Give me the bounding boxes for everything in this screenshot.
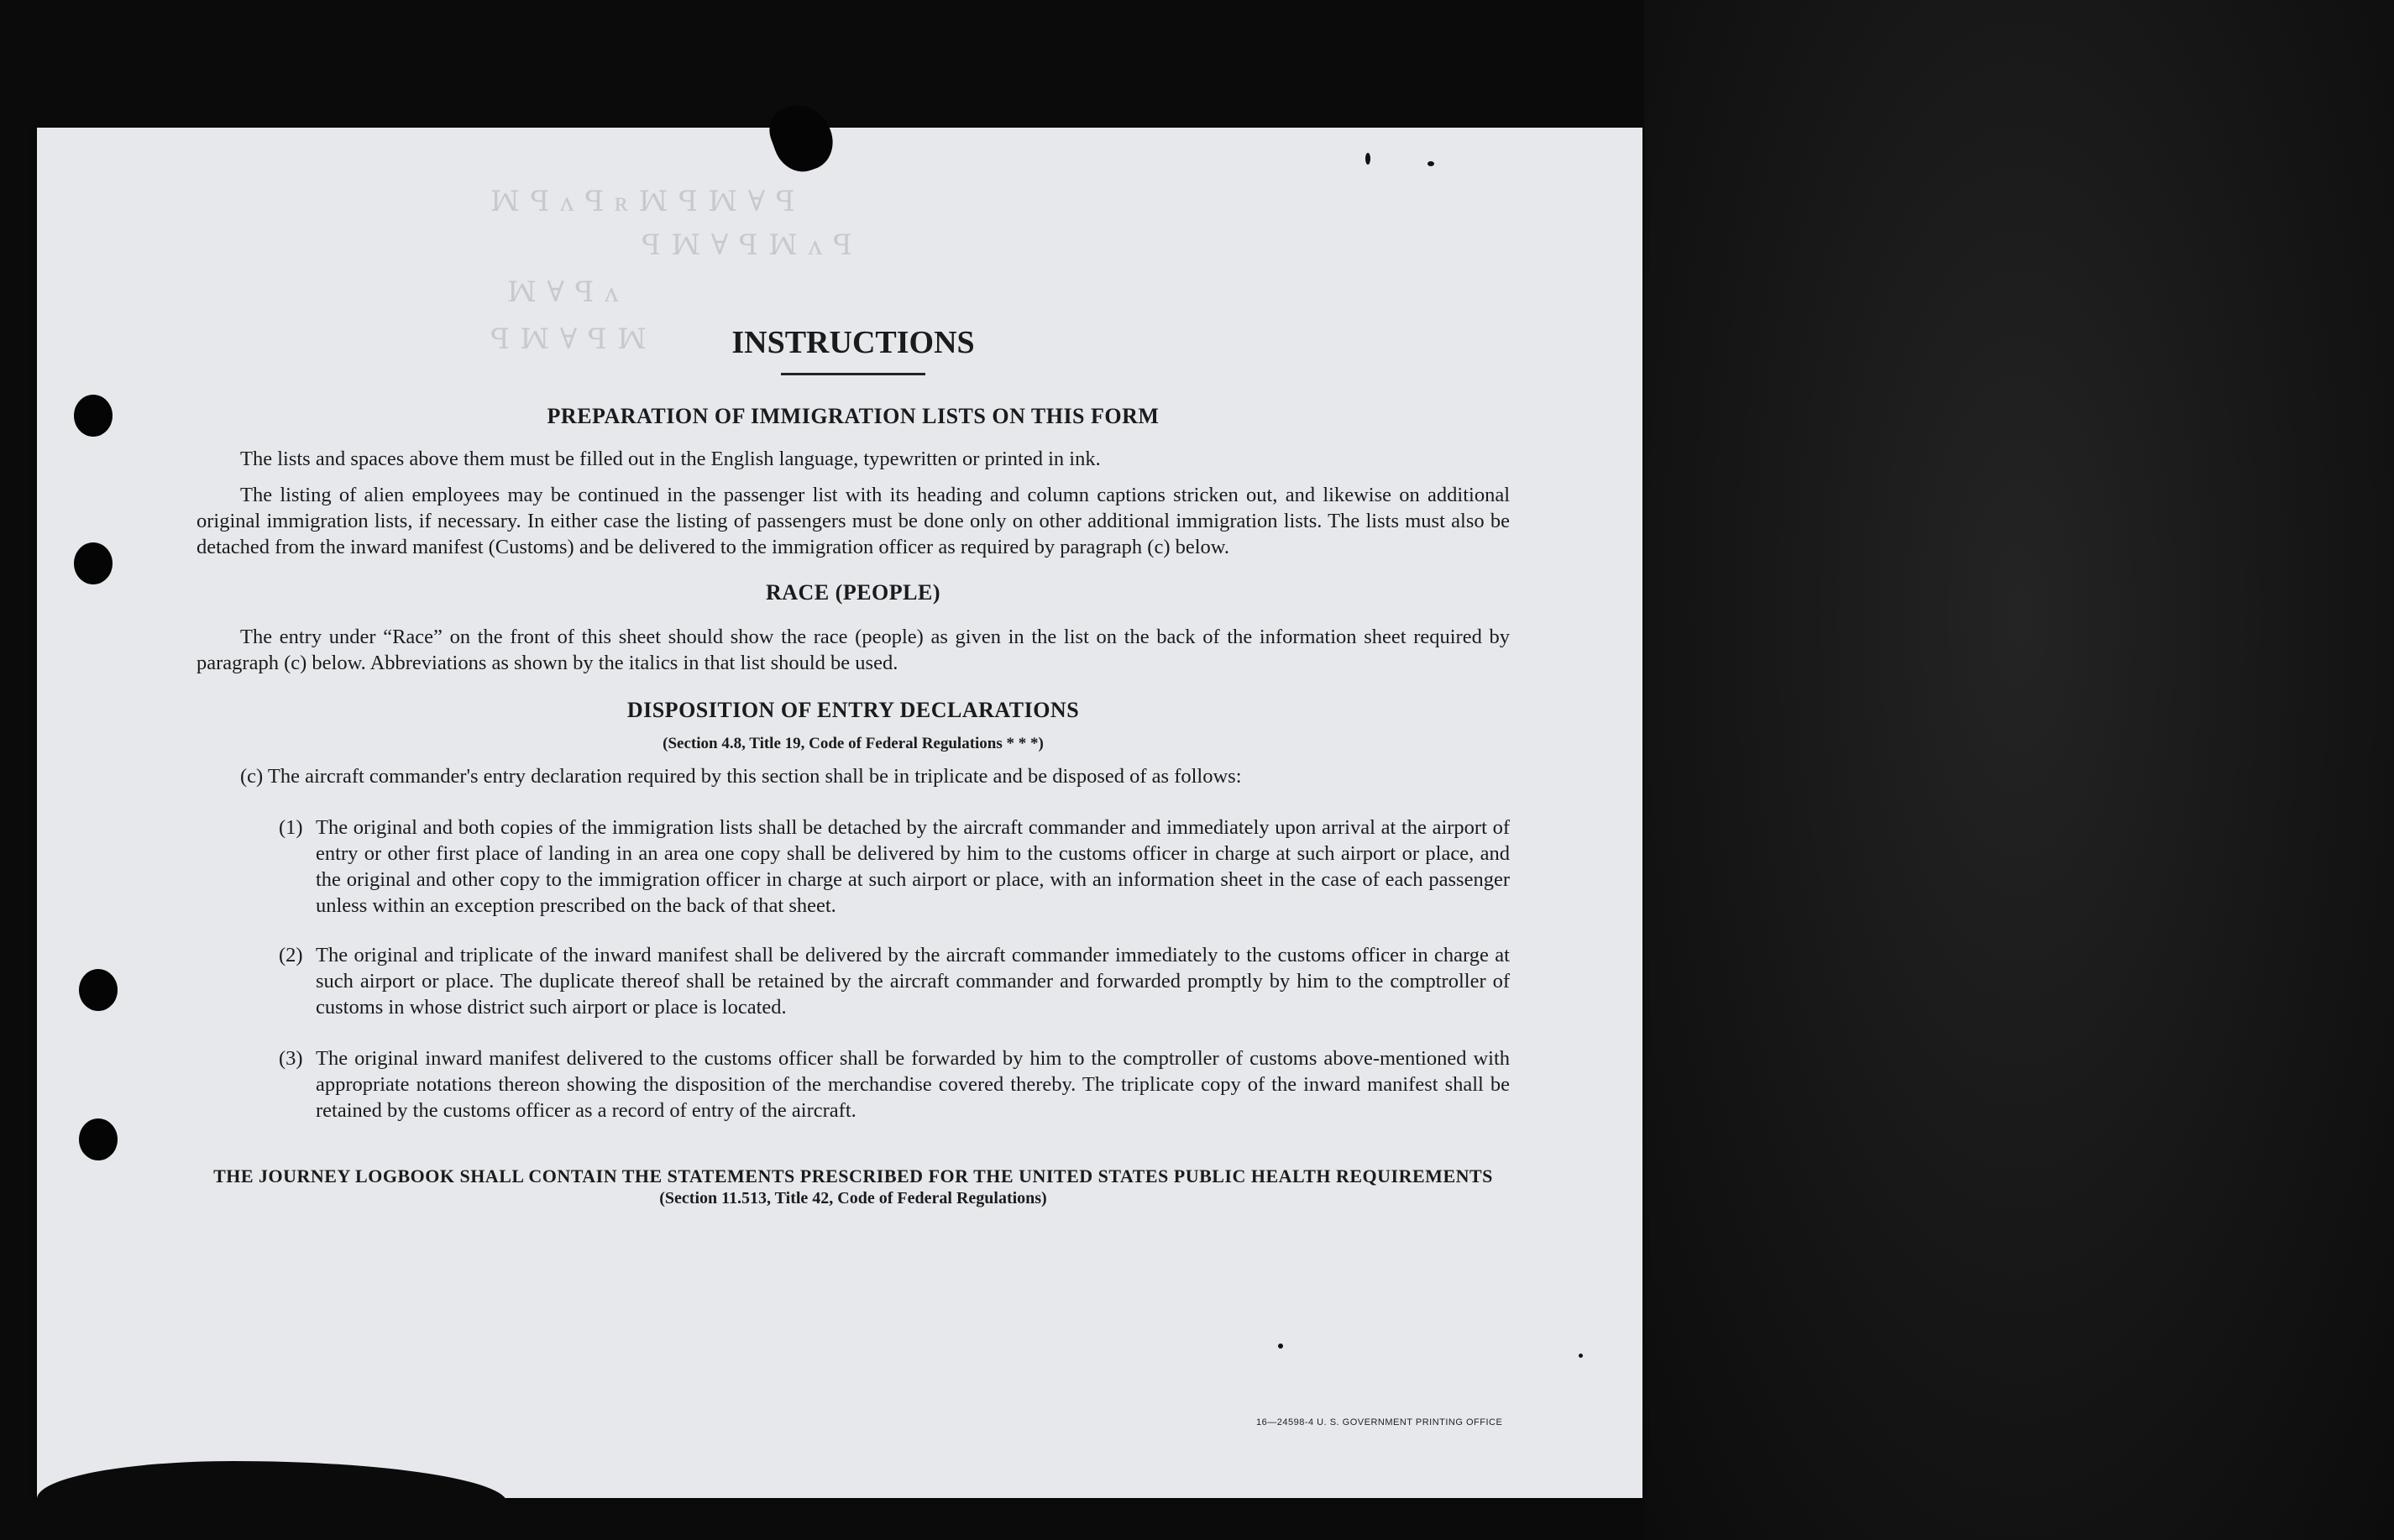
list-item xyxy=(196,942,1510,1020)
list-item-number: (2) xyxy=(279,944,303,966)
speck xyxy=(1278,1344,1283,1349)
page-title: INSTRUCTIONS xyxy=(731,325,975,360)
footer-heading-logbook: THE JOURNEY LOGBOOK SHALL CONTAIN THE STATEMENTS PRESCRIBED FOR THE UNITED STATES PUBLIC HEALTH REQUIREMENTS xyxy=(213,1165,1493,1186)
bleed-through-text: ꟼ ꟽ ∀ ꟼ ꟽ ᴧ ꟼ xyxy=(642,230,854,261)
bleed-through-text: ꟽ ꟼ ᴧ ꟼ ʀ ꟽ ꟼ ꟽ ∀ ꟼ xyxy=(490,186,797,217)
list-item-number: (1) xyxy=(279,816,303,839)
footer-citation: (Section 11.513, Title 42, Code of Federal Regulations) xyxy=(659,1189,1047,1207)
list-item-text: The original and both copies of the immigration lists shall be detached by the aircraft commander and immediately upon arrival at the airport of entry or other first place of landing in an area one copy shall be delivered by him to the customs officer in charge at such airport or place, and the original and other copy to the immigration officer in charge at such airport or place, with an information sheet in the case of each passenger unless within an exception prescribed on the back of that sheet. xyxy=(316,816,1510,917)
section-heading-race: RACE (PEOPLE) xyxy=(766,580,940,605)
punch-hole xyxy=(74,395,113,437)
list-item-number: (3) xyxy=(279,1047,303,1070)
punch-hole xyxy=(79,1118,118,1160)
printing-office-mark: 16—24598-4 U. S. GOVERNMENT PRINTING OFFICE xyxy=(1256,1417,1503,1427)
speck xyxy=(1579,1354,1583,1358)
paragraph-race: The entry under “Race” on the front of this sheet should show the race (people) as given in the list on the back of the information sheet required by paragraph (c) below. Abbreviations as shown by the italics in that list should be used. xyxy=(196,626,1510,674)
list-item-text: The original and triplicate of the inward manifest shall be delivered by the aircraft commander immediately to the customs officer in charge at such airport or place. The duplicate thereof shall be retained by the aircraft commander and forwarded promptly by him to the comptroller of customs in whose district such airport or place is located. xyxy=(316,944,1510,1019)
speck xyxy=(1365,153,1370,165)
title-rule xyxy=(781,373,925,375)
speck xyxy=(1427,161,1434,166)
section-heading-disposition: DISPOSITION OF ENTRY DECLARATIONS xyxy=(626,698,1080,722)
punch-hole xyxy=(74,542,113,584)
instructions-content xyxy=(196,312,1510,1208)
list-item xyxy=(196,1045,1510,1124)
scanner-background xyxy=(1644,0,2394,1540)
paragraph-c-intro: (c) The aircraft commander's entry declaration required by this section shall be in triplicate and be disposed of as follows: xyxy=(240,765,1242,788)
punch-hole xyxy=(79,969,118,1011)
citation-section-4-8: (Section 4.8, Title 19, Code of Federal Regulations * * *) xyxy=(663,735,1044,752)
list-item xyxy=(196,815,1510,919)
list-item-text: The original inward manifest delivered to the customs officer shall be forwarded by him to the comptroller of customs above-mentioned with appropriate notations thereon showing the disposition of the merchandise covered thereby. The triplicate copy of the inward manifest shall be retained by the customs officer as a record of entry of the aircraft. xyxy=(316,1047,1510,1122)
section-heading-preparation: PREPARATION OF IMMIGRATION LISTS ON THIS FORM xyxy=(547,404,1160,428)
bleed-through-text: ꟼ ꟽ ∀ ꟼ ꟽ xyxy=(490,324,648,355)
paragraph-language: The lists and spaces above them must be filled out in the English language, typewritten or printed in ink. xyxy=(240,448,1101,470)
bleed-through-text: ꟽ ∀ ꟼ ᴧ xyxy=(507,277,621,308)
paragraph-alien-employees: The listing of alien employees may be continued in the passenger list with its heading and column captions stricken out, and likewise on additional original immigration lists, if necessary. In either case the listing of passengers must be done only on other additional immigration lists. The lists must also be detached from the inward manifest (Customs) and be delivered to the immigration officer as required by paragraph (c) below. xyxy=(196,484,1510,558)
